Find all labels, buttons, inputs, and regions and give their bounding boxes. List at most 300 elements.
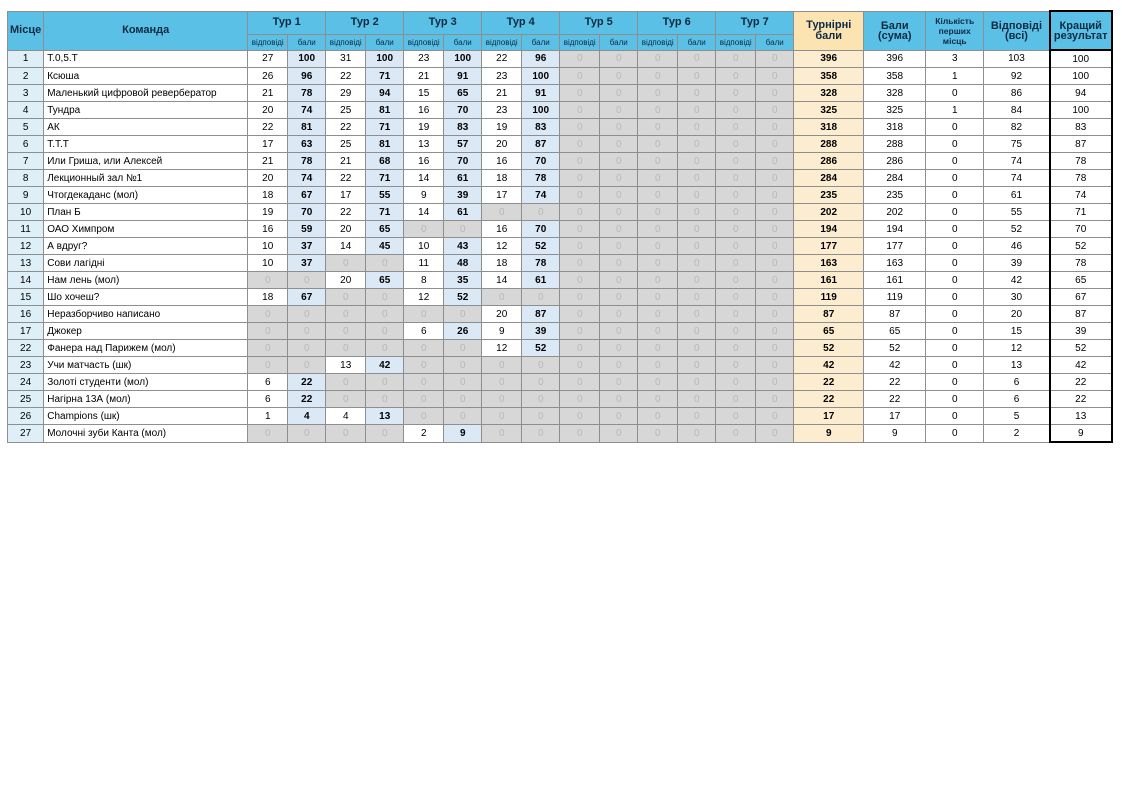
cell-place[interactable]: 27: [8, 425, 44, 443]
cell-points-round-6[interactable]: 0: [678, 289, 716, 306]
cell-answers-round-2[interactable]: 20: [326, 221, 366, 238]
cell-answers-round-1[interactable]: 18: [248, 289, 288, 306]
cell-points-round-6[interactable]: 0: [678, 153, 716, 170]
cell-points-round-6[interactable]: 0: [678, 408, 716, 425]
cell-answers-round-3[interactable]: 13: [404, 136, 444, 153]
cell-answers-round-1[interactable]: 21: [248, 85, 288, 102]
cell-answers-all[interactable]: 86: [984, 85, 1050, 102]
cell-answers-round-7[interactable]: 0: [716, 425, 756, 443]
cell-answers-all[interactable]: 75: [984, 136, 1050, 153]
cell-points-round-7[interactable]: 0: [756, 391, 794, 408]
cell-team[interactable]: Тундра: [44, 102, 248, 119]
cell-answers-round-4[interactable]: 0: [482, 289, 522, 306]
cell-points-round-5[interactable]: 0: [600, 238, 638, 255]
cell-first-places[interactable]: 0: [926, 272, 984, 289]
cell-answers-round-5[interactable]: 0: [560, 238, 600, 255]
cell-answers-round-5[interactable]: 0: [560, 204, 600, 221]
cell-points-round-4[interactable]: 61: [522, 272, 560, 289]
cell-answers-round-6[interactable]: 0: [638, 374, 678, 391]
cell-points-round-2[interactable]: 65: [366, 272, 404, 289]
cell-answers-round-7[interactable]: 0: [716, 255, 756, 272]
cell-answers-all[interactable]: 20: [984, 306, 1050, 323]
cell-answers-round-3[interactable]: 21: [404, 68, 444, 85]
cell-points-sum[interactable]: 22: [864, 374, 926, 391]
cell-answers-round-2[interactable]: 0: [326, 374, 366, 391]
cell-points-sum[interactable]: 288: [864, 136, 926, 153]
cell-team[interactable]: Champions (шк): [44, 408, 248, 425]
cell-first-places[interactable]: 0: [926, 357, 984, 374]
cell-points-round-7[interactable]: 0: [756, 187, 794, 204]
cell-points-round-5[interactable]: 0: [600, 68, 638, 85]
cell-answers-round-4[interactable]: 0: [482, 391, 522, 408]
cell-points-round-6[interactable]: 0: [678, 374, 716, 391]
cell-best-result[interactable]: 52: [1050, 340, 1112, 357]
cell-points-round-4[interactable]: 96: [522, 50, 560, 68]
cell-answers-round-6[interactable]: 0: [638, 50, 678, 68]
cell-answers-round-6[interactable]: 0: [638, 136, 678, 153]
cell-points-round-1[interactable]: 4: [288, 408, 326, 425]
cell-points-round-1[interactable]: 59: [288, 221, 326, 238]
cell-first-places[interactable]: 0: [926, 119, 984, 136]
cell-answers-round-7[interactable]: 0: [716, 136, 756, 153]
cell-answers-round-6[interactable]: 0: [638, 340, 678, 357]
cell-tournament-points[interactable]: 87: [794, 306, 864, 323]
cell-points-round-4[interactable]: 0: [522, 357, 560, 374]
cell-points-round-5[interactable]: 0: [600, 289, 638, 306]
cell-points-round-3[interactable]: 48: [444, 255, 482, 272]
cell-points-round-4[interactable]: 0: [522, 425, 560, 443]
cell-points-round-3[interactable]: 83: [444, 119, 482, 136]
cell-points-round-3[interactable]: 26: [444, 323, 482, 340]
cell-first-places[interactable]: 0: [926, 306, 984, 323]
cell-points-sum[interactable]: 177: [864, 238, 926, 255]
cell-answers-round-2[interactable]: 17: [326, 187, 366, 204]
cell-answers-round-5[interactable]: 0: [560, 119, 600, 136]
cell-tournament-points[interactable]: 286: [794, 153, 864, 170]
cell-answers-round-2[interactable]: 13: [326, 357, 366, 374]
cell-first-places[interactable]: 0: [926, 425, 984, 443]
cell-answers-round-4[interactable]: 12: [482, 340, 522, 357]
cell-points-round-5[interactable]: 0: [600, 136, 638, 153]
cell-points-round-7[interactable]: 0: [756, 204, 794, 221]
cell-answers-round-4[interactable]: 0: [482, 408, 522, 425]
cell-points-round-1[interactable]: 81: [288, 119, 326, 136]
cell-answers-round-4[interactable]: 18: [482, 255, 522, 272]
cell-points-round-3[interactable]: 70: [444, 153, 482, 170]
cell-answers-round-2[interactable]: 0: [326, 391, 366, 408]
cell-points-round-3[interactable]: 100: [444, 50, 482, 68]
cell-place[interactable]: 3: [8, 85, 44, 102]
cell-team[interactable]: Т.0,5.Т: [44, 50, 248, 68]
cell-points-round-7[interactable]: 0: [756, 136, 794, 153]
cell-answers-round-3[interactable]: 8: [404, 272, 444, 289]
cell-best-result[interactable]: 39: [1050, 323, 1112, 340]
cell-points-round-6[interactable]: 0: [678, 68, 716, 85]
cell-answers-round-5[interactable]: 0: [560, 323, 600, 340]
subheader-answers-round-2[interactable]: відповіді: [326, 34, 366, 50]
cell-points-round-3[interactable]: 0: [444, 374, 482, 391]
subheader-answers-round-3[interactable]: відповіді: [404, 34, 444, 50]
cell-points-sum[interactable]: 396: [864, 50, 926, 68]
cell-tournament-points[interactable]: 22: [794, 391, 864, 408]
cell-place[interactable]: 26: [8, 408, 44, 425]
cell-points-round-3[interactable]: 0: [444, 340, 482, 357]
cell-points-round-2[interactable]: 0: [366, 374, 404, 391]
cell-answers-round-5[interactable]: 0: [560, 391, 600, 408]
cell-points-round-5[interactable]: 0: [600, 340, 638, 357]
cell-answers-round-5[interactable]: 0: [560, 272, 600, 289]
cell-answers-round-1[interactable]: 0: [248, 357, 288, 374]
cell-points-round-7[interactable]: 0: [756, 102, 794, 119]
cell-answers-all[interactable]: 5: [984, 408, 1050, 425]
cell-points-sum[interactable]: 202: [864, 204, 926, 221]
cell-points-round-7[interactable]: 0: [756, 153, 794, 170]
subheader-answers-round-7[interactable]: відповіді: [716, 34, 756, 50]
cell-points-round-7[interactable]: 0: [756, 289, 794, 306]
cell-answers-round-3[interactable]: 9: [404, 187, 444, 204]
cell-best-result[interactable]: 87: [1050, 306, 1112, 323]
cell-points-round-2[interactable]: 0: [366, 425, 404, 443]
cell-answers-round-6[interactable]: 0: [638, 221, 678, 238]
cell-answers-round-3[interactable]: 15: [404, 85, 444, 102]
cell-answers-round-1[interactable]: 6: [248, 391, 288, 408]
cell-points-round-7[interactable]: 0: [756, 255, 794, 272]
cell-answers-round-1[interactable]: 10: [248, 238, 288, 255]
cell-points-round-4[interactable]: 91: [522, 85, 560, 102]
cell-best-result[interactable]: 78: [1050, 255, 1112, 272]
cell-points-round-1[interactable]: 100: [288, 50, 326, 68]
cell-points-sum[interactable]: 17: [864, 408, 926, 425]
cell-answers-round-6[interactable]: 0: [638, 272, 678, 289]
cell-first-places[interactable]: 0: [926, 187, 984, 204]
cell-answers-all[interactable]: 42: [984, 272, 1050, 289]
cell-points-round-3[interactable]: 0: [444, 391, 482, 408]
cell-points-round-4[interactable]: 0: [522, 391, 560, 408]
cell-answers-round-6[interactable]: 0: [638, 68, 678, 85]
cell-points-round-4[interactable]: 78: [522, 255, 560, 272]
cell-answers-round-1[interactable]: 19: [248, 204, 288, 221]
cell-answers-round-1[interactable]: 18: [248, 187, 288, 204]
cell-points-round-1[interactable]: 37: [288, 238, 326, 255]
cell-points-round-1[interactable]: 78: [288, 153, 326, 170]
cell-place[interactable]: 11: [8, 221, 44, 238]
cell-points-round-2[interactable]: 0: [366, 340, 404, 357]
header-best-result[interactable]: Кращий результат: [1050, 11, 1112, 50]
cell-answers-round-7[interactable]: 0: [716, 323, 756, 340]
cell-answers-round-5[interactable]: 0: [560, 170, 600, 187]
cell-answers-round-7[interactable]: 0: [716, 221, 756, 238]
cell-answers-round-1[interactable]: 26: [248, 68, 288, 85]
cell-team[interactable]: Шо хочеш?: [44, 289, 248, 306]
cell-points-round-7[interactable]: 0: [756, 221, 794, 238]
cell-points-round-4[interactable]: 100: [522, 102, 560, 119]
cell-points-sum[interactable]: 42: [864, 357, 926, 374]
cell-points-sum[interactable]: 235: [864, 187, 926, 204]
cell-answers-round-4[interactable]: 19: [482, 119, 522, 136]
cell-answers-round-6[interactable]: 0: [638, 289, 678, 306]
cell-answers-round-3[interactable]: 0: [404, 374, 444, 391]
cell-answers-round-2[interactable]: 22: [326, 170, 366, 187]
cell-tournament-points[interactable]: 235: [794, 187, 864, 204]
cell-points-round-3[interactable]: 9: [444, 425, 482, 443]
cell-answers-round-1[interactable]: 22: [248, 119, 288, 136]
cell-best-result[interactable]: 78: [1050, 153, 1112, 170]
cell-points-round-7[interactable]: 0: [756, 374, 794, 391]
cell-answers-round-1[interactable]: 17: [248, 136, 288, 153]
cell-tournament-points[interactable]: 325: [794, 102, 864, 119]
cell-points-round-4[interactable]: 74: [522, 187, 560, 204]
cell-answers-round-2[interactable]: 22: [326, 204, 366, 221]
header-round-2[interactable]: Тур 2: [326, 11, 404, 34]
cell-points-round-4[interactable]: 87: [522, 136, 560, 153]
cell-answers-round-2[interactable]: 4: [326, 408, 366, 425]
cell-answers-all[interactable]: 12: [984, 340, 1050, 357]
cell-answers-round-5[interactable]: 0: [560, 255, 600, 272]
cell-points-round-4[interactable]: 0: [522, 374, 560, 391]
cell-points-round-2[interactable]: 81: [366, 102, 404, 119]
cell-answers-round-7[interactable]: 0: [716, 50, 756, 68]
cell-place[interactable]: 6: [8, 136, 44, 153]
cell-points-sum[interactable]: 163: [864, 255, 926, 272]
cell-answers-round-7[interactable]: 0: [716, 374, 756, 391]
cell-points-round-5[interactable]: 0: [600, 323, 638, 340]
cell-answers-round-4[interactable]: 18: [482, 170, 522, 187]
cell-answers-round-6[interactable]: 0: [638, 204, 678, 221]
cell-best-result[interactable]: 74: [1050, 187, 1112, 204]
cell-best-result[interactable]: 67: [1050, 289, 1112, 306]
cell-first-places[interactable]: 0: [926, 408, 984, 425]
cell-team[interactable]: Неразборчиво написано: [44, 306, 248, 323]
cell-answers-round-3[interactable]: 19: [404, 119, 444, 136]
cell-points-round-6[interactable]: 0: [678, 357, 716, 374]
cell-points-round-2[interactable]: 45: [366, 238, 404, 255]
cell-points-sum[interactable]: 194: [864, 221, 926, 238]
cell-answers-round-3[interactable]: 16: [404, 102, 444, 119]
cell-answers-round-1[interactable]: 0: [248, 323, 288, 340]
cell-points-round-6[interactable]: 0: [678, 238, 716, 255]
subheader-answers-round-6[interactable]: відповіді: [638, 34, 678, 50]
cell-points-round-6[interactable]: 0: [678, 102, 716, 119]
cell-answers-round-6[interactable]: 0: [638, 238, 678, 255]
cell-answers-round-4[interactable]: 23: [482, 68, 522, 85]
cell-answers-round-6[interactable]: 0: [638, 119, 678, 136]
cell-answers-all[interactable]: 74: [984, 153, 1050, 170]
cell-points-round-3[interactable]: 0: [444, 408, 482, 425]
subheader-answers-round-4[interactable]: відповіді: [482, 34, 522, 50]
cell-place[interactable]: 25: [8, 391, 44, 408]
cell-answers-round-1[interactable]: 0: [248, 306, 288, 323]
cell-answers-round-3[interactable]: 16: [404, 153, 444, 170]
cell-answers-round-3[interactable]: 0: [404, 340, 444, 357]
cell-answers-round-4[interactable]: 16: [482, 221, 522, 238]
cell-answers-round-3[interactable]: 14: [404, 170, 444, 187]
cell-points-sum[interactable]: 325: [864, 102, 926, 119]
cell-points-round-7[interactable]: 0: [756, 68, 794, 85]
cell-answers-round-5[interactable]: 0: [560, 357, 600, 374]
cell-points-round-3[interactable]: 0: [444, 306, 482, 323]
cell-points-round-7[interactable]: 0: [756, 119, 794, 136]
cell-answers-round-6[interactable]: 0: [638, 85, 678, 102]
cell-first-places[interactable]: 0: [926, 153, 984, 170]
cell-points-round-5[interactable]: 0: [600, 85, 638, 102]
cell-points-round-1[interactable]: 67: [288, 187, 326, 204]
cell-points-round-1[interactable]: 0: [288, 323, 326, 340]
cell-answers-round-5[interactable]: 0: [560, 374, 600, 391]
cell-points-round-5[interactable]: 0: [600, 255, 638, 272]
cell-points-round-3[interactable]: 0: [444, 357, 482, 374]
cell-first-places[interactable]: 0: [926, 289, 984, 306]
cell-team[interactable]: Т.Т.Т: [44, 136, 248, 153]
cell-answers-round-2[interactable]: 29: [326, 85, 366, 102]
cell-points-round-1[interactable]: 22: [288, 391, 326, 408]
cell-points-round-5[interactable]: 0: [600, 221, 638, 238]
cell-best-result[interactable]: 83: [1050, 119, 1112, 136]
cell-points-round-5[interactable]: 0: [600, 408, 638, 425]
cell-points-round-2[interactable]: 68: [366, 153, 404, 170]
cell-answers-round-6[interactable]: 0: [638, 170, 678, 187]
cell-answers-round-1[interactable]: 10: [248, 255, 288, 272]
cell-points-round-3[interactable]: 39: [444, 187, 482, 204]
cell-answers-round-2[interactable]: 31: [326, 50, 366, 68]
cell-answers-round-3[interactable]: 11: [404, 255, 444, 272]
cell-best-result[interactable]: 22: [1050, 374, 1112, 391]
cell-answers-round-4[interactable]: 17: [482, 187, 522, 204]
cell-answers-round-4[interactable]: 21: [482, 85, 522, 102]
cell-answers-round-2[interactable]: 22: [326, 119, 366, 136]
cell-points-round-3[interactable]: 91: [444, 68, 482, 85]
cell-answers-round-4[interactable]: 0: [482, 357, 522, 374]
cell-answers-round-2[interactable]: 25: [326, 136, 366, 153]
cell-points-round-4[interactable]: 0: [522, 204, 560, 221]
cell-team[interactable]: Джокер: [44, 323, 248, 340]
cell-points-round-5[interactable]: 0: [600, 102, 638, 119]
cell-points-round-2[interactable]: 81: [366, 136, 404, 153]
cell-team[interactable]: Учи матчасть (шк): [44, 357, 248, 374]
cell-points-round-7[interactable]: 0: [756, 357, 794, 374]
cell-answers-round-4[interactable]: 12: [482, 238, 522, 255]
cell-first-places[interactable]: 0: [926, 374, 984, 391]
cell-points-round-3[interactable]: 65: [444, 85, 482, 102]
cell-answers-round-6[interactable]: 0: [638, 306, 678, 323]
cell-answers-round-4[interactable]: 9: [482, 323, 522, 340]
cell-answers-round-6[interactable]: 0: [638, 357, 678, 374]
cell-answers-all[interactable]: 74: [984, 170, 1050, 187]
cell-answers-all[interactable]: 2: [984, 425, 1050, 443]
cell-points-round-7[interactable]: 0: [756, 85, 794, 102]
cell-place[interactable]: 17: [8, 323, 44, 340]
cell-team[interactable]: Молочні зуби Канта (мол): [44, 425, 248, 443]
cell-answers-round-7[interactable]: 0: [716, 340, 756, 357]
cell-points-round-5[interactable]: 0: [600, 170, 638, 187]
cell-points-round-1[interactable]: 0: [288, 357, 326, 374]
cell-answers-round-3[interactable]: 14: [404, 204, 444, 221]
cell-tournament-points[interactable]: 284: [794, 170, 864, 187]
cell-points-round-2[interactable]: 100: [366, 50, 404, 68]
cell-points-round-3[interactable]: 35: [444, 272, 482, 289]
cell-team[interactable]: Фанера над Парижем (мол): [44, 340, 248, 357]
cell-points-round-3[interactable]: 61: [444, 204, 482, 221]
cell-answers-round-2[interactable]: 21: [326, 153, 366, 170]
cell-points-sum[interactable]: 9: [864, 425, 926, 443]
header-round-7[interactable]: Тур 7: [716, 11, 794, 34]
cell-team[interactable]: Золоті студенти (мол): [44, 374, 248, 391]
cell-points-round-5[interactable]: 0: [600, 50, 638, 68]
cell-points-round-6[interactable]: 0: [678, 272, 716, 289]
cell-answers-round-2[interactable]: 14: [326, 238, 366, 255]
cell-place[interactable]: 14: [8, 272, 44, 289]
subheader-points-round-6[interactable]: бали: [678, 34, 716, 50]
cell-answers-round-6[interactable]: 0: [638, 408, 678, 425]
cell-points-round-3[interactable]: 52: [444, 289, 482, 306]
cell-answers-round-4[interactable]: 0: [482, 425, 522, 443]
cell-points-round-1[interactable]: 22: [288, 374, 326, 391]
cell-answers-round-2[interactable]: 0: [326, 255, 366, 272]
header-round-3[interactable]: Тур 3: [404, 11, 482, 34]
cell-points-round-7[interactable]: 0: [756, 306, 794, 323]
subheader-points-round-1[interactable]: бали: [288, 34, 326, 50]
cell-points-round-4[interactable]: 100: [522, 68, 560, 85]
cell-answers-all[interactable]: 55: [984, 204, 1050, 221]
cell-answers-round-5[interactable]: 0: [560, 289, 600, 306]
cell-answers-round-1[interactable]: 0: [248, 272, 288, 289]
cell-first-places[interactable]: 0: [926, 255, 984, 272]
cell-points-round-2[interactable]: 71: [366, 119, 404, 136]
cell-points-sum[interactable]: 286: [864, 153, 926, 170]
cell-points-round-6[interactable]: 0: [678, 119, 716, 136]
cell-tournament-points[interactable]: 202: [794, 204, 864, 221]
header-tournament-points[interactable]: Турнірні бали: [794, 11, 864, 50]
cell-points-round-4[interactable]: 87: [522, 306, 560, 323]
cell-points-sum[interactable]: 65: [864, 323, 926, 340]
cell-points-round-7[interactable]: 0: [756, 408, 794, 425]
cell-points-round-6[interactable]: 0: [678, 85, 716, 102]
cell-first-places[interactable]: 0: [926, 85, 984, 102]
cell-points-round-6[interactable]: 0: [678, 50, 716, 68]
cell-place[interactable]: 9: [8, 187, 44, 204]
cell-team[interactable]: Лекционный зал №1: [44, 170, 248, 187]
cell-answers-round-4[interactable]: 14: [482, 272, 522, 289]
header-round-5[interactable]: Тур 5: [560, 11, 638, 34]
cell-points-round-4[interactable]: 70: [522, 153, 560, 170]
cell-points-round-2[interactable]: 0: [366, 255, 404, 272]
cell-answers-all[interactable]: 15: [984, 323, 1050, 340]
cell-tournament-points[interactable]: 42: [794, 357, 864, 374]
cell-place[interactable]: 13: [8, 255, 44, 272]
cell-answers-round-7[interactable]: 0: [716, 238, 756, 255]
cell-best-result[interactable]: 100: [1050, 102, 1112, 119]
header-round-6[interactable]: Тур 6: [638, 11, 716, 34]
cell-place[interactable]: 24: [8, 374, 44, 391]
cell-points-round-5[interactable]: 0: [600, 272, 638, 289]
cell-answers-all[interactable]: 39: [984, 255, 1050, 272]
cell-tournament-points[interactable]: 194: [794, 221, 864, 238]
cell-answers-all[interactable]: 6: [984, 374, 1050, 391]
cell-points-round-7[interactable]: 0: [756, 323, 794, 340]
header-round-4[interactable]: Тур 4: [482, 11, 560, 34]
cell-answers-round-1[interactable]: 0: [248, 425, 288, 443]
cell-answers-all[interactable]: 52: [984, 221, 1050, 238]
header-answers-all[interactable]: Відповіді (всі): [984, 11, 1050, 50]
cell-answers-all[interactable]: 82: [984, 119, 1050, 136]
cell-answers-round-1[interactable]: 27: [248, 50, 288, 68]
cell-points-round-1[interactable]: 0: [288, 272, 326, 289]
cell-best-result[interactable]: 70: [1050, 221, 1112, 238]
cell-points-round-6[interactable]: 0: [678, 306, 716, 323]
subheader-answers-round-5[interactable]: відповіді: [560, 34, 600, 50]
header-round-1[interactable]: Тур 1: [248, 11, 326, 34]
cell-answers-round-3[interactable]: 23: [404, 50, 444, 68]
cell-best-result[interactable]: 100: [1050, 50, 1112, 68]
